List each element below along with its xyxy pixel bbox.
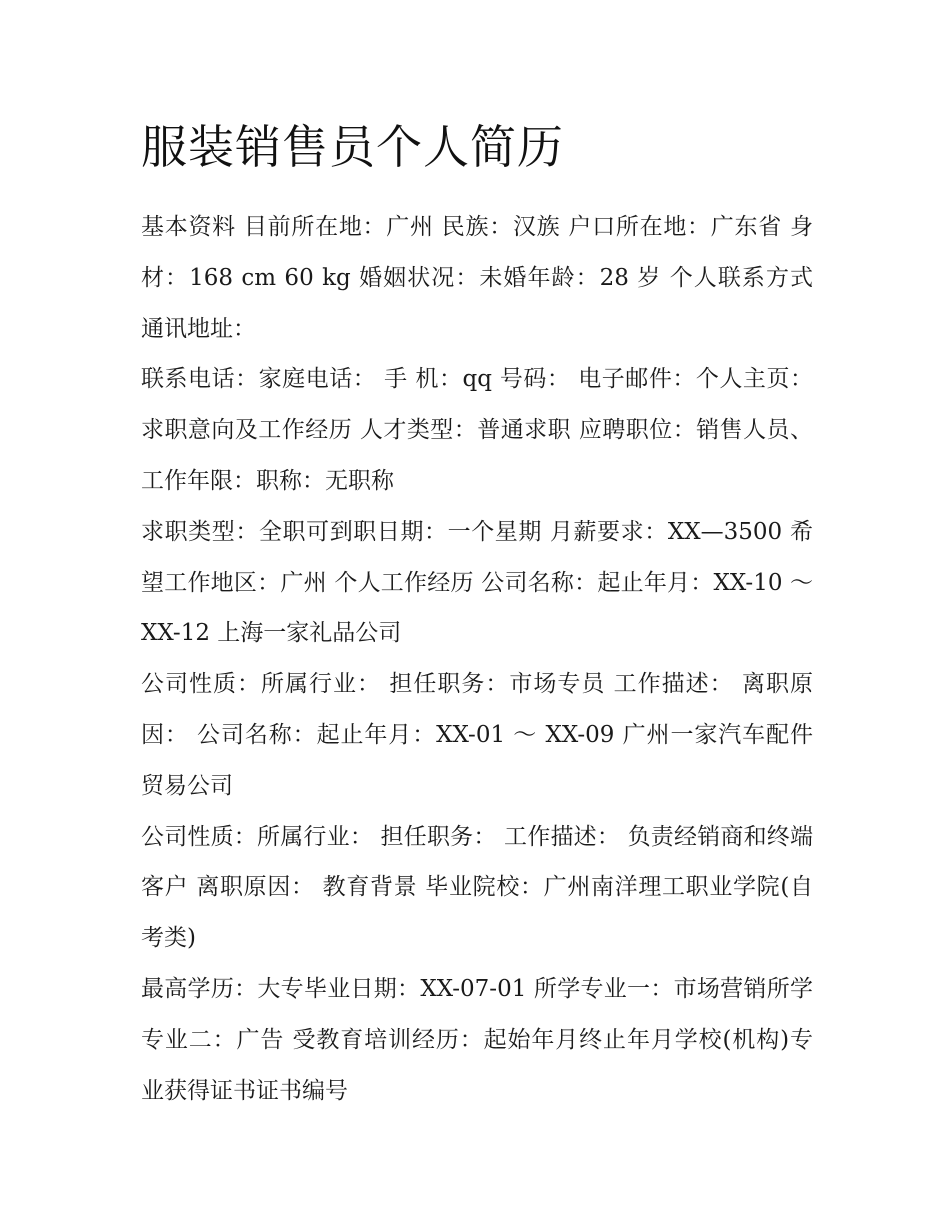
paragraph-contact-intent: 联系电话：家庭电话： 手 机：qq 号码： 电子邮件：个人主页： 求职意向及工作经历 人才类型：普通求职 应聘职位：销售人员、 工作年限：职称：无职称 xyxy=(141,366,813,494)
paragraph-work-experience: 公司性质：所属行业： 担任职务：市场专员 工作描述： 离职原因： 公司名称：起止年月：XX-01 ～ XX-09 广州一家汽车配件贸易公司 xyxy=(141,671,813,799)
resume-page xyxy=(141,118,813,1116)
paragraph-training: 最高学历：大专毕业日期：XX-07-01 所学专业一：市场营销所学专业二：广告 受教育培训经历：起始年月终止年月学校(机构)专 业获得证书证书编号 xyxy=(141,975,813,1104)
page-title: 服装销售员个人简历 xyxy=(141,120,564,174)
paragraph-job-seeking: 求职类型：全职可到职日期：一个星期 月薪要求：XX—3500 希望工作地区：广州 个人工作经历 公司名称：起止年月：XX-10 ～ XX-12 上海一家礼品公司 xyxy=(141,518,813,647)
paragraph-basic-info: 基本资料 目前所在地：广州 民族：汉族 户口所在地：广东省 身材：168 cm 60 kg 婚姻状况：未婚年龄：28 岁 个人联系方式 通讯地址： xyxy=(141,214,813,342)
resume-body xyxy=(141,202,813,1116)
paragraph-education: 公司性质：所属行业： 担任职务： 工作描述： 负责经销商和终端客户 离职原因： 教育背景 毕业院校：广州南洋理工职业学院(自考类) xyxy=(141,823,813,952)
